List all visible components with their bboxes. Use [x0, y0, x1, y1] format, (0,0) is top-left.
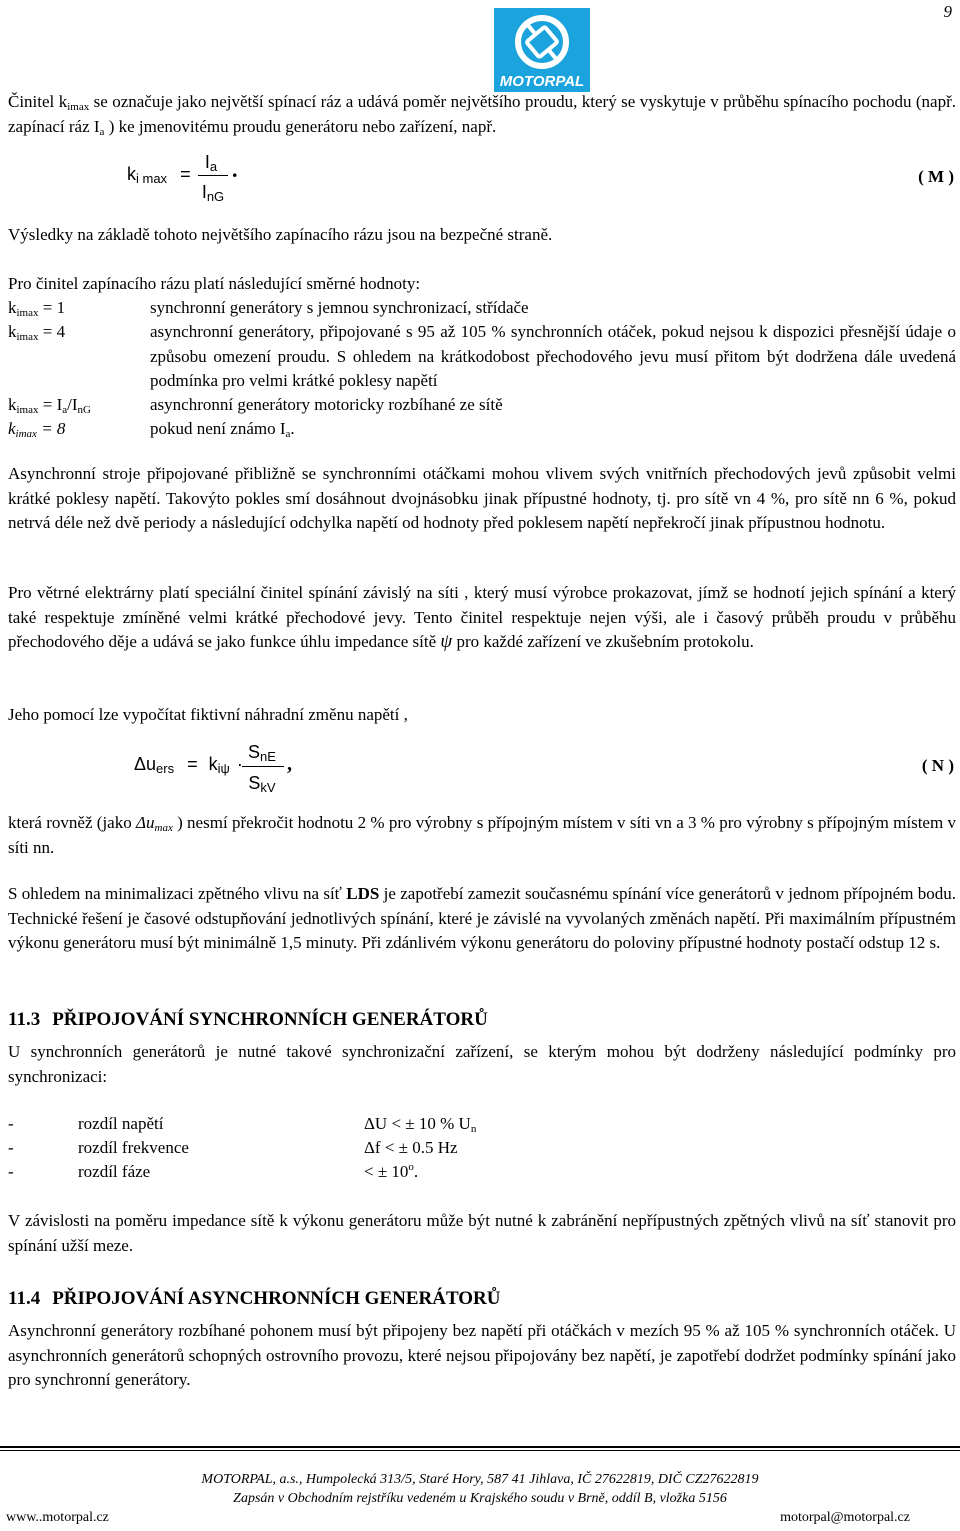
- equation-n-numerator: $S_{nE}$: [248, 742, 276, 764]
- limit-paragraph: která rovněž (jako $\Delta u_{max}$ ) nesmí překročit hodnotu 2 % pro výrobny s přípojným místem v síti vn a 3 % pro výrobny s přípojným místem v síti nn.: [8, 813, 956, 857]
- intro-paragraph: Činitel $k_{imax}$ se označuje jako největší spínací ráz a udává poměr největšího proudu, který se vyskytuje v průběhu spínacího pochodu (např. zapínací ráz $I_a$ ) ke jmenovitému proudu generátoru nebo zařízení, např.: [8, 92, 956, 138]
- guideline-row-1: $k_{imax} = 1$ synchronní generátory s jemnou synchronizací, střídače: [8, 298, 529, 319]
- equation-m-label: ( M ): [918, 167, 954, 186]
- async-generator-paragraph: Asynchronní generátory rozbíhané pohonem musí být připojeny bez napětí při otáčkách v mezích 95 % až 105 % synchronních otáček. U asynchronních generátorů schopných ostrovního provozu, které nejsou připojovány bez napětí, je zapotřebí dodržet podmínky spínání jako pro synchronní generátory.: [8, 1321, 956, 1389]
- section-11-3-heading: 11.3 PŘIPOJOVÁNÍ SYNCHRONNÍCH GENERÁTORŮ: [8, 1009, 488, 1030]
- equation-n-comma: ,: [287, 753, 292, 775]
- condition-row-phase: - rozdíl fáze < ± $10^o$.: [8, 1161, 419, 1181]
- footer-web-link[interactable]: www..motorpal.cz: [6, 1510, 109, 1525]
- minimisation-paragraph: S ohledem na minimalizaci zpětného vlivu na síť LDS je zapotřebí zamezit současnému spínání více generátorů v jednom přípojném bodu. Technické řešení je časové odstupňování jednotlivých spínání, které je závislé na vyvolaných změnách napětí. Při maximálním přípustném výkonu generátoru musí být minimálně 1,5 minuty. Při zdánlivém výkonu generátoru do poloviny přípustné hodnoty postačí odstup 12 s.: [8, 884, 956, 952]
- equation-n-denominator: $S_{kV}$: [248, 773, 276, 795]
- dependency-paragraph: V závislosti na poměru impedance sítě k výkonu generátoru může být nutné k zabránění nepřípustných zpětných vlivů na síť stanovit pro spínání užší meze.: [8, 1211, 956, 1255]
- guidelines-intro: Pro činitel zapínacího rázu platí následující směrné hodnoty:: [8, 274, 421, 293]
- wind-paragraph: Pro větrné elektrárny platí speciální činitel spínání závislý na síti , který musí výrobce prokazovat, jímž se hodnotí jejich spínání a který také respektuje zmíněné velmi krátké přechodové jevy. Tento činitel respektuje nejen výši, ale i časový průběh proudu v průběhu přechodového děje a udává se jako funkce úhlu impedance sítě ψ pro každé zařízení ve zkušebním protokolu.: [8, 583, 956, 652]
- guideline-row-4: $k_{imax} = 8$ pokud není známo $I_a$.: [8, 419, 295, 440]
- equation-n-lhs: $\Delta u_{ers} = k_{i\psi}$ ·: [134, 754, 243, 776]
- equation-m-denominator: $I_{nG}$: [201, 182, 225, 204]
- condition-row-voltage: - rozdíl napětí ΔU < ± 10 % $U_n$: [8, 1114, 477, 1135]
- footer-company-line: MOTORPAL, a.s., Humpolecká 313/5, Staré Hory, 587 41 Jihlava, IČ 27622819, DIČ CZ27622819: [201, 1472, 759, 1487]
- logo-text: MOTORPAL: [499, 73, 585, 90]
- guideline-row-2: $k_{imax} = 4$ asynchronní generátory, připojované s 95 až 105 % synchronních otáček, pokud nejsou k dispozici přesnější údaje o způsobu omezení proudu. S ohledem na krátkodobost přechodového jevu musí přitom být dodržena dále uvedená podmínka pro velmi krátké poklesy napětí: [8, 322, 956, 390]
- fictive-paragraph: Jeho pomocí lze vypočítat fiktivní náhradní změnu napětí ,: [8, 705, 408, 724]
- section-11-4-heading: 11.4 PŘIPOJOVÁNÍ ASYNCHRONNÍCH GENERÁTORŮ: [8, 1288, 501, 1309]
- equation-n-label: ( N ): [921, 756, 954, 775]
- result-text: Výsledky na základě tohoto největšího zapínacího rázu jsou na bezpečné straně.: [8, 225, 553, 244]
- sync-paragraph: U synchronních generátorů je nutné takové synchronizační zařízení, se kterým mohou být dodrženy následující podmínky pro synchronizaci:: [8, 1042, 956, 1086]
- async-paragraph: Asynchronní stroje připojované přibližně se synchronními otáčkami mohou vlivem svých vnitřních přechodových jevů způsobit velmi krátké poklesy napětí. Takovýto pokles smí dosáhnout dvojnásobku jinak přípustné hodnoty, tj. pro sítě vn 4 %, pro sítě nn 6 %, pokud netrvá déle než dvě periody a následující odchylka napětí od hodnoty před poklesem napětí nepřekročí jinak přípustnou hodnotu.: [8, 464, 956, 532]
- equation-n-fraction-bar: [242, 766, 284, 767]
- footer-rule-thick: [0, 1446, 960, 1448]
- motorpal-logo: [494, 8, 590, 92]
- equation-m-fraction-bar: [198, 175, 228, 176]
- footer-rule-thin: [0, 1450, 960, 1451]
- footer-register-line: Zapsán v Obchodním rejstříku vedeném u Krajského soudu v Brně, oddíl B, vložka 5156: [233, 1491, 727, 1506]
- footer-email-link[interactable]: motorpal@motorpal.cz: [780, 1510, 910, 1525]
- equation-m-lhs: $k_{i max}$ =: [127, 164, 191, 186]
- equation-m-dot: .: [232, 157, 238, 182]
- page-number: 9: [943, 2, 952, 21]
- guideline-row-3: $k_{imax} = I_a/I_{nG}$ asynchronní generátory motoricky rozbíhané ze sítě: [8, 395, 503, 416]
- equation-m-numerator: $I_a$: [204, 152, 218, 174]
- condition-row-frequency: - rozdíl frekvence Δf < ± 0.5 Hz: [8, 1138, 458, 1157]
